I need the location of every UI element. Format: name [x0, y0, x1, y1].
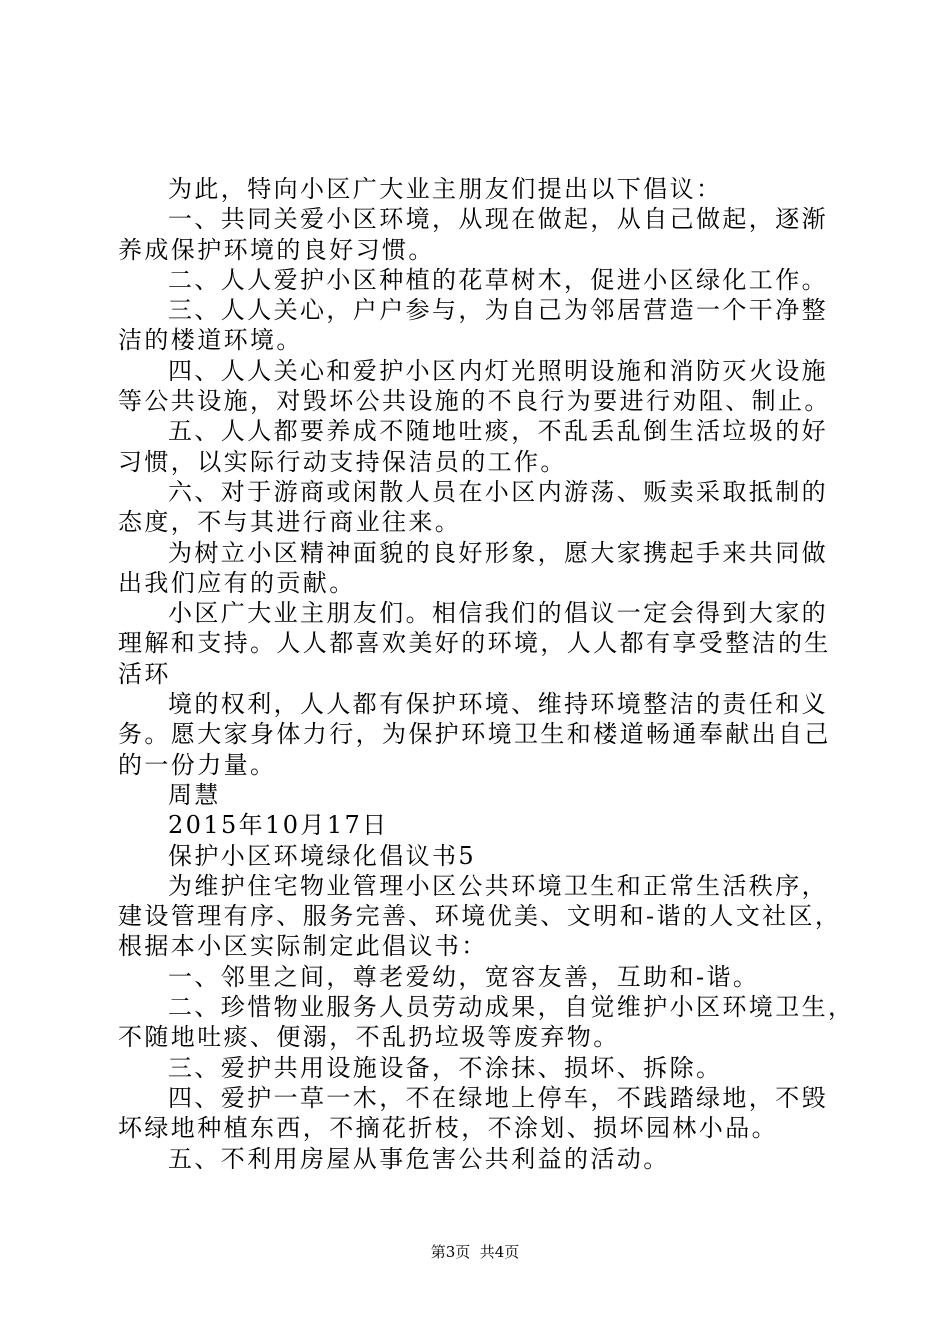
section-title: 保护小区环境绿化倡议书5 — [168, 841, 477, 870]
text-line: 二、人人爱护小区种植的花草树木，促进小区绿化工作。 — [168, 265, 828, 294]
text-line: 三、爱护共用设施设备，不涂抹、损坏、拆除。 — [168, 1053, 723, 1082]
text-line: 境的权利，人人都有保护环境、维持环境整洁的责任和义 — [168, 690, 828, 719]
text-line: 坏绿地种植东西，不摘花折枝，不涂划、损坏园林小品。 — [118, 1114, 778, 1143]
text-line: 不随地吐痰、便溺，不乱扔垃圾等废弃物。 — [118, 1023, 620, 1052]
text-line: 等公共设施，对毁坏公共设施的不良行为要进行劝阻、制止。 — [118, 387, 831, 416]
text-line: 洁的楼道环境。 — [118, 326, 303, 355]
text-line: 四、人人关心和爱护小区内灯光照明设施和消防灭火设施 — [168, 356, 828, 385]
text-line: 出我们应有的贡献。 — [118, 568, 356, 597]
text-line: 为树立小区精神面貌的良好形象，愿大家携起手来共同做 — [168, 538, 828, 567]
signature-name: 周慧 — [168, 780, 221, 809]
text-line: 小区广大业主朋友们。相信我们的倡议一定会得到大家的 — [168, 599, 828, 628]
text-line: 三、人人关心，户户参与，为自己为邻居营造一个干净整 — [168, 296, 828, 325]
text-line: 五、不利用房屋从事危害公共利益的活动。 — [168, 1144, 670, 1173]
text-line: 养成保护环境的良好习惯。 — [118, 235, 435, 264]
text-line: 一、共同关爱小区环境，从现在做起，从自己做起，逐渐 — [168, 205, 828, 234]
text-line: 四、爱护一草一木，不在绿地上停车，不践踏绿地，不毁 — [168, 1083, 828, 1112]
text-line: 根据本小区实际制定此倡议书： — [118, 932, 488, 961]
text-line: 态度，不与其进行商业往来。 — [118, 508, 462, 537]
text-line: 务。愿大家身体力行，为保护环境卫生和楼道畅通奉献出自己 — [118, 720, 831, 749]
text-line: 为此，特向小区广大业主朋友们提出以下倡议： — [168, 175, 723, 203]
document-body — [118, 174, 855, 1174]
text-line: 六、对于游商或闲散人员在小区内游荡、贩卖采取抵制的 — [168, 477, 828, 506]
text-line: 理解和支持。人人都喜欢美好的环境，人人都有享受整洁的生 — [118, 629, 831, 658]
text-line: 习惯，以实际行动支持保洁员的工作。 — [118, 447, 567, 476]
text-line: 一、邻里之间，尊老爱幼，宽容友善，互助和-谐。 — [168, 962, 760, 991]
signature-date: 2015年10月17日 — [168, 811, 389, 840]
text-line: 五、人人都要养成不随地吐痰，不乱丢乱倒生活垃圾的好 — [168, 417, 828, 446]
text-line: 活环 — [118, 659, 171, 688]
text-line: 的一份力量。 — [118, 750, 277, 779]
text-line: 建设管理有序、服务完善、环境优美、文明和-谐的人文社区， — [118, 902, 842, 931]
text-line: 为维护住宅物业管理小区公共环境卫生和正常生活秩序， — [168, 871, 828, 900]
text-line: 二、珍惜物业服务人员劳动成果，自觉维护小区环境卫生， — [168, 993, 855, 1022]
page-footer: 第3页 共4页 — [430, 1243, 520, 1261]
